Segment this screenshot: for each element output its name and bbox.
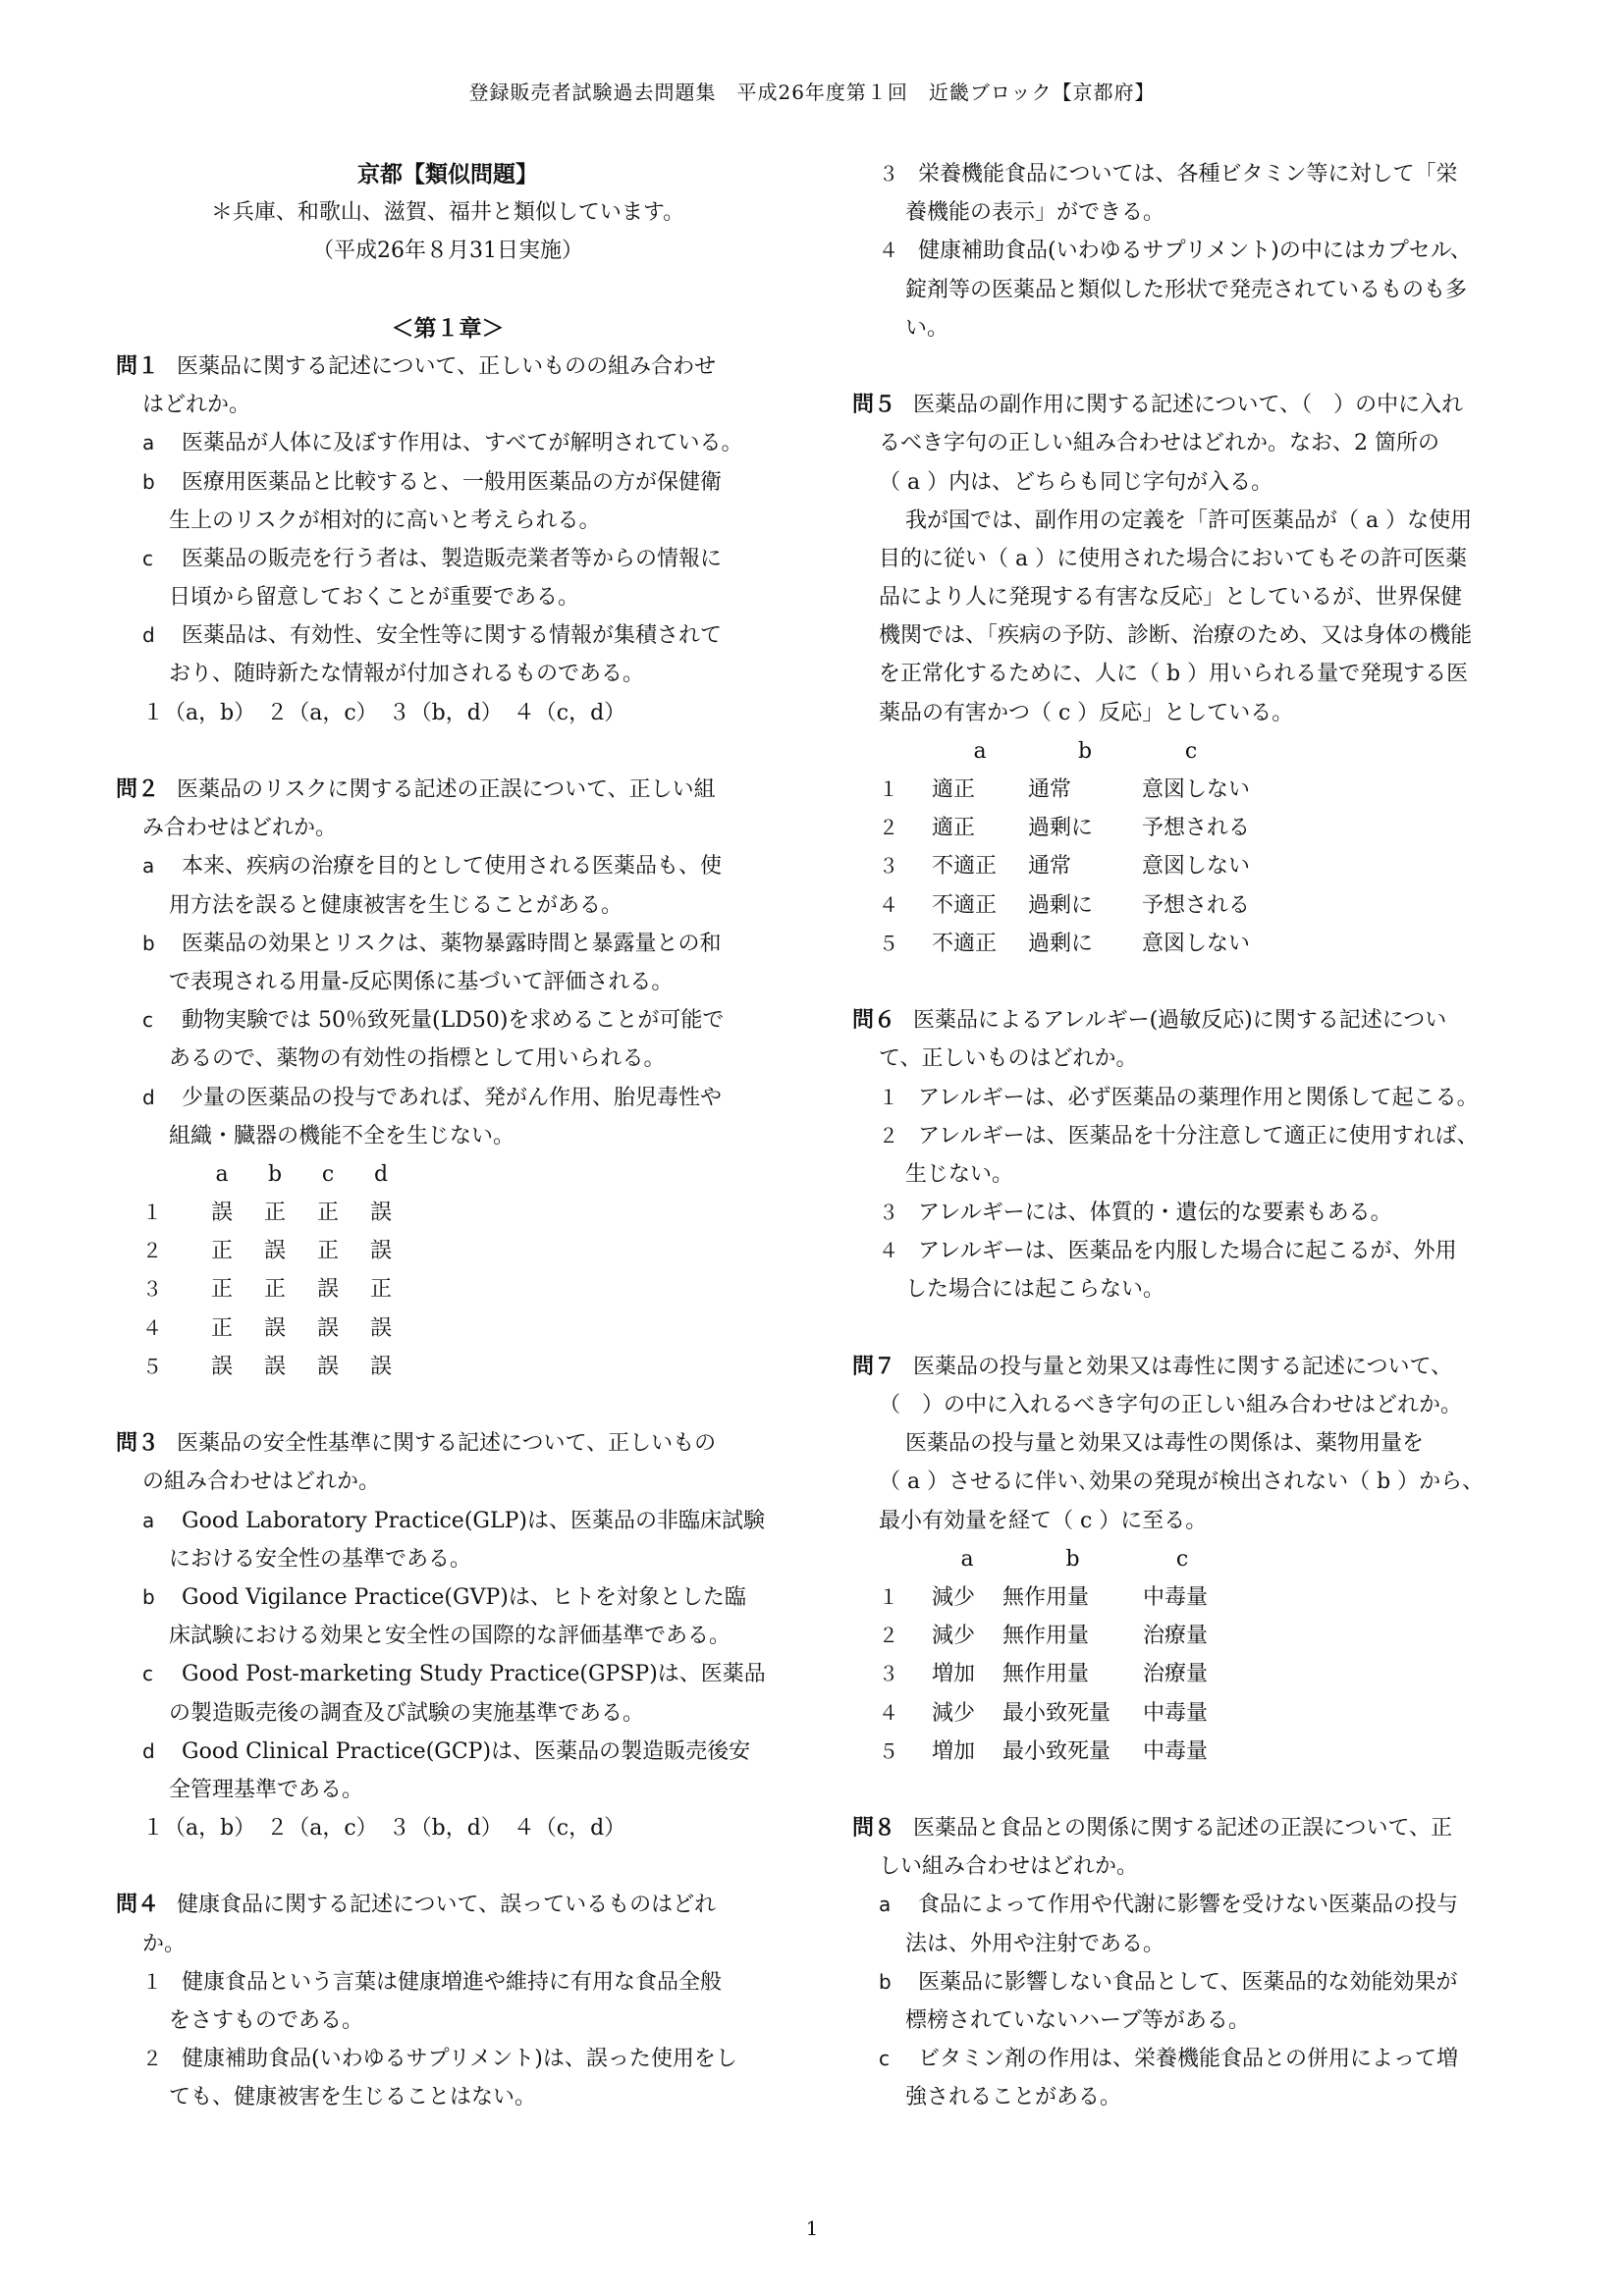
q8-option-c-cont: 強されることがある。 [905, 2085, 1122, 2110]
q4-stem-line-1: 問４ 健康食品に関する記述について、誤っているものはどれ [116, 1886, 780, 1924]
page-number: 1 [805, 2216, 819, 2240]
q4-option-1: １ 健康食品という言葉は健康増進や維持に有用な食品全般 [142, 1969, 723, 1995]
q3-option-d: d Good Clinical Practice(GCP)は、医薬品の製造販売後安 [142, 1738, 751, 1764]
q7-label: 問７ [852, 1353, 896, 1379]
right-column [852, 155, 1512, 2117]
q5-table-row: ４ 不適正 過剰に 予想される [879, 892, 1251, 918]
q7-stem-line-2: （ ）の中に入れるべき字句の正しい組み合わせはどれか。 [879, 1393, 1463, 1417]
q8-option-a: a 食品によって作用や代謝に影響を受けない医薬品の投与 [879, 1893, 1459, 1918]
q4-option-4: ４ 健康補助食品(いわゆるサプリメント)の中にはカプセル、 [879, 239, 1472, 264]
q7-passage-line: 最小有効量を経て（ c ）に至る。 [879, 1508, 1208, 1533]
q4-option-2: ２ 健康補助食品(いわゆるサプリメント)は、誤った使用をし [142, 2047, 737, 2072]
q1-option-c: c 医薬品の販売を行う者は、製造販売業者等からの情報に [142, 546, 723, 571]
q6-label: 問６ [852, 1007, 896, 1034]
q1-option-b: b 医療用医薬品と比較すると、一般用医薬品の方が保健衛 [142, 469, 723, 495]
q2-option-d-cont: 組織・臓器の機能不全を生じない。 [169, 1123, 515, 1148]
q7-table-row: １ 減少 無作用量 中毒量 [879, 1584, 1209, 1610]
q6-option-2-cont: 生じない。 [905, 1161, 1014, 1187]
q1-option-d-cont: おり、随時新たな情報が付加されるものである。 [169, 662, 645, 687]
q6-option-3: ３ アレルギーには、体質的・遺伝的な要素もある。 [879, 1201, 1392, 1226]
q1-stem-line-2: はどれか。 [142, 393, 251, 418]
q2-table-row: １ 誤 正 正 誤 [142, 1201, 392, 1226]
q8-option-b-cont: 標榜されていないハーブ等がある。 [905, 2008, 1250, 2033]
q8-option-a-cont: 法は、外用や注射である。 [905, 1931, 1165, 1956]
q2-option-a: a 本来、疾病の治療を目的として使用される医薬品も、使 [142, 854, 723, 880]
q3-option-a-cont: における安全性の基準である。 [169, 1546, 472, 1572]
q2-table-row: ５ 誤 誤 誤 誤 [142, 1354, 392, 1379]
q8-stem-line-1: 問８ 医薬品と食品との関係に関する記述の正誤について、正 [852, 1809, 1512, 1847]
q3-label: 問３ [116, 1430, 160, 1457]
section-title: 京都【類似問題】 [357, 161, 538, 187]
q2-table-row: ４ 正 誤 誤 誤 [142, 1315, 392, 1341]
q2-option-b-cont: で表現される用量-反応関係に基づいて評価される。 [169, 969, 674, 994]
q6-option-1: １ アレルギーは、必ず医薬品の薬理作用と関係して起こる。 [879, 1085, 1479, 1110]
q4-stem-line-2: か。 [142, 1931, 187, 1956]
q4-option-1-cont: をさすものである。 [169, 2008, 364, 2033]
q1-choices: １（a，b） ２（a，c） ３（b，d） ４（c，d） [142, 700, 626, 725]
q2-option-c-cont: あるので、薬物の有効性の指標として用いられる。 [169, 1046, 666, 1072]
q3-option-b: b Good Vigilance Practice(GVP)は、ヒトを対象とした臨 [142, 1584, 746, 1610]
q2-option-d: d 少量の医薬品の投与であれば、発がん作用、胎児毒性や [142, 1085, 723, 1110]
q2-option-c: c 動物実験では 50％致死量(LD50)を求めることが可能で [142, 1008, 725, 1034]
q5-passage-line: を正常化するために、人に（ b ）用いられる量で発現する医 [879, 662, 1469, 687]
q1-option-c-cont: 日頃から留意しておくことが重要である。 [169, 585, 580, 611]
q3-choices: １（a，b） ２（a，c） ３（b，d） ４（c，d） [142, 1816, 626, 1842]
q1-option-a: a 医薬品が人体に及ぼす作用は、すべてが解明されている。 [142, 431, 743, 456]
q5-passage-line: 我が国では、副作用の定義を「許可医薬品が（ a ）な使用 [905, 507, 1473, 533]
q6-stem-line-1: 問６ 医薬品によるアレルギー(過敏反応)に関する記述につい [852, 1001, 1512, 1040]
q2-table-row: ２ 正 誤 正 誤 [142, 1239, 392, 1264]
q6-option-2: ２ アレルギーは、医薬品を十分注意して適正に使用すれば、 [879, 1123, 1479, 1148]
q7-table-row: ５ 増加 最小致死量 中毒量 [879, 1738, 1209, 1764]
q7-table-row: ４ 減少 最小致死量 中毒量 [879, 1700, 1209, 1726]
q2-table-header: a b c d [215, 1161, 389, 1187]
q3-option-c-cont: の製造販売後の調査及び試験の実施基準である。 [169, 1700, 645, 1726]
q4-option-2-cont: ても、健康被害を生じることはない。 [169, 2085, 537, 2110]
q1-label: 問１ [116, 352, 160, 379]
q8-option-b: b 医薬品に影響しない食品として、医薬品的な効能効果が [879, 1969, 1458, 1995]
q3-option-c: c Good Post-marketing Study Practice(GPSP)は、医薬品 [142, 1662, 766, 1687]
q8-stem-line-2: しい組み合わせはどれか。 [879, 1854, 1139, 1880]
q5-table-row: ３ 不適正 通常 意図しない [879, 854, 1251, 880]
q5-table-row: ５ 不適正 過剰に 意図しない [879, 931, 1251, 956]
q1-option-d: d 医薬品は、有効性、安全性等に関する情報が集積されて [142, 623, 723, 649]
q4-option-3-cont: 養機能の表示」ができる。 [905, 200, 1165, 226]
q3-option-d-cont: 全管理基準である。 [169, 1777, 364, 1802]
q3-stem-line-2: の組み合わせはどれか。 [142, 1469, 381, 1495]
q5-stem-line-2: るべき字句の正しい組み合わせはどれか。なお、2 箇所の [879, 431, 1439, 456]
q2-label: 問２ [116, 776, 160, 802]
left-column [116, 155, 780, 2117]
chapter-heading: ＜第１章＞ [391, 314, 505, 342]
q5-passage-line: 目的に従い（ a ）に使用された場合においてもその許可医薬 [879, 546, 1468, 571]
q3-stem-line-1: 問３ 医薬品の安全性基準に関する記述について、正しいもの [116, 1424, 780, 1463]
q6-option-4: ４ アレルギーは、医薬品を内服した場合に起こるが、外用 [879, 1239, 1457, 1264]
q5-passage-line: 機関では、「疾病の予防、診断、治療のため、又は身体の機能 [879, 623, 1473, 649]
q7-passage-line: （ a ）させるに伴い､効果の発現が検出されない（ b ）から、 [879, 1469, 1485, 1495]
q5-stem-line-3: （ a ）内は、どちらも同じ字句が入る。 [879, 469, 1273, 495]
q4-option-4-cont: い。 [905, 315, 949, 341]
q5-passage-line: 品により人に発現する有害な反応」としているが、世界保健 [879, 585, 1463, 611]
q2-table-row: ３ 正 正 誤 正 [142, 1277, 392, 1303]
q3-option-b-cont: 床試験における効果と安全性の国際的な評価基準である。 [169, 1624, 731, 1649]
q5-label: 問５ [852, 392, 896, 418]
q7-table-header: a b c [960, 1546, 1189, 1572]
q7-table-row: ２ 減少 無作用量 治療量 [879, 1624, 1209, 1649]
q7-stem-line-1: 問７ 医薬品の投与量と効果又は毒性に関する記述について、 [852, 1348, 1512, 1386]
q1-option-b-cont: 生上のリスクが相対的に高いと考えられる。 [169, 507, 601, 533]
q6-option-4-cont: した場合には起こらない。 [905, 1277, 1165, 1303]
q5-stem-line-1: 問５ 医薬品の副作用に関する記述について、（ ）の中に入れ [852, 386, 1512, 424]
q4-option-4-cont: 錠剤等の医薬品と類似した形状で発売されているものも多 [905, 277, 1468, 302]
q3-option-a: a Good Laboratory Practice(GLP)は、医薬品の非臨床試験 [142, 1508, 765, 1533]
q5-table-row: ２ 適正 過剰に 予想される [879, 816, 1251, 841]
q8-label: 問８ [852, 1815, 896, 1842]
q6-stem-line-2: て、正しいものはどれか。 [879, 1046, 1138, 1072]
exam-date: （平成26年８月31日実施） [312, 239, 583, 264]
q2-stem-line-1: 問２ 医薬品のリスクに関する記述の正誤について、正しい組 [116, 771, 780, 809]
q1-stem-line-1: 問１ 医薬品に関する記述について、正しいものの組み合わせ [116, 347, 780, 386]
q7-table-row: ３ 増加 無作用量 治療量 [879, 1662, 1209, 1687]
q2-option-a-cont: 用方法を誤ると健康被害を生じることがある。 [169, 892, 623, 918]
q5-table-row: １ 適正 通常 意図しない [879, 777, 1251, 802]
q2-option-b: b 医薬品の効果とリスクは、薬物暴露時間と暴露量との和 [142, 931, 722, 956]
q4-option-3: ３ 栄養機能食品については、各種ビタミン等に対して「栄 [879, 162, 1458, 187]
q7-passage-line: 医薬品の投与量と効果又は毒性の関係は、薬物用量を [905, 1431, 1425, 1457]
section-note: ＊兵庫、和歌山、滋賀、福井と類似しています。 [210, 200, 685, 226]
q4-label: 問４ [116, 1892, 160, 1918]
q5-table-header: a b c [973, 738, 1198, 764]
q5-passage-line: 薬品の有害かつ（ c ）反応」としている。 [879, 700, 1294, 725]
page-header: 登録販売者試験過去問題集 平成26年度第１回 近畿ブロック【京都府】 [468, 80, 1156, 104]
q8-option-c: c ビタミン剤の作用は、栄養機能食品との併用によって増 [879, 2047, 1459, 2072]
q2-stem-line-2: み合わせはどれか。 [142, 816, 338, 841]
